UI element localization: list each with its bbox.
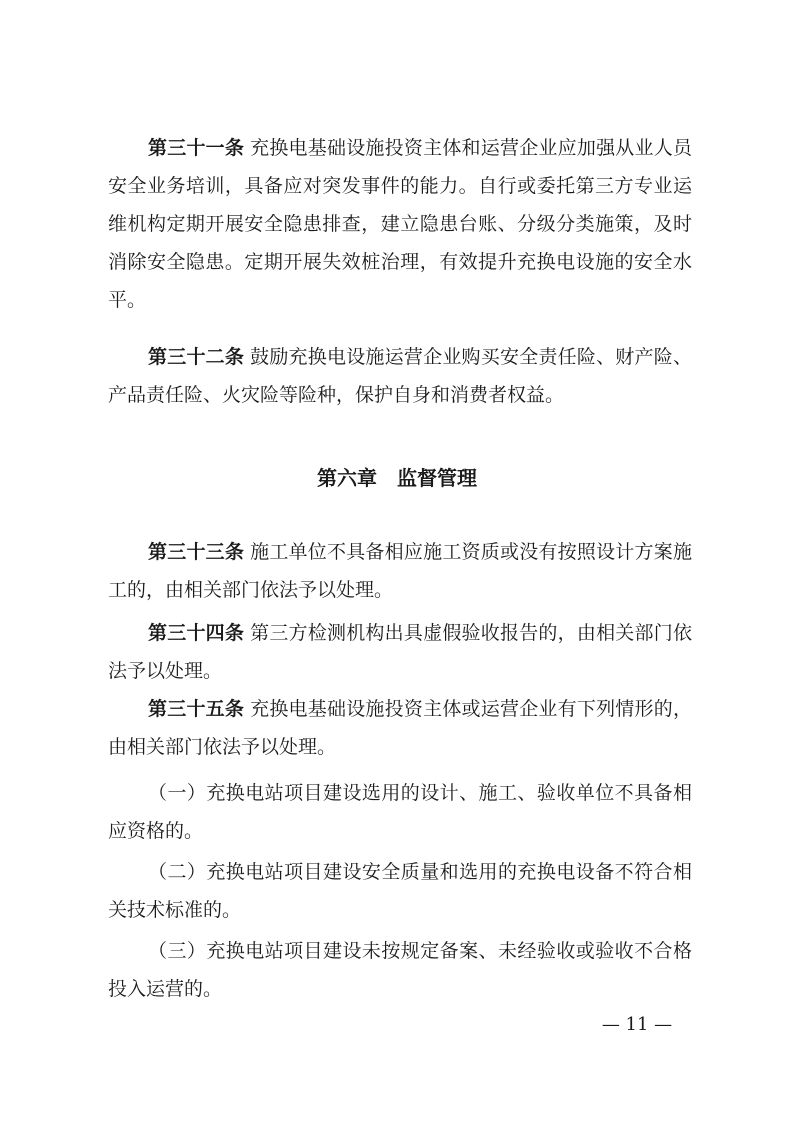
list-item-2: （二）充换电站项目建设安全质量和选用的充换电设备不符合相关技术标准的。 xyxy=(108,861,692,921)
chapter-title: 第六章 监督管理 xyxy=(317,466,477,490)
article-number: 第三十三条 xyxy=(148,541,245,563)
article-number: 第三十二条 xyxy=(148,346,245,368)
page-number: — 11 — xyxy=(601,1014,673,1035)
article-number: 第三十一条 xyxy=(148,137,245,159)
article-text: 充换电基础设施投资主体和运营企业应加强从业人员安全业务培训，具备应对突发事件的能力。自行或委托第三方专业运维机构定期开展安全隐患排查，建立隐患台账、分级分类施策，及时消除安全隐患。定期开展失效桩治理，有效提升充换电设施的安全水平。 xyxy=(108,137,692,311)
article-35 xyxy=(108,690,692,766)
article-32 xyxy=(108,338,692,414)
article-text: 鼓励充换电设施运营企业购买安全责任险、财产险、产品责任险、火灾险等险种，保护自身和消费者权益。 xyxy=(108,346,692,406)
article-33 xyxy=(108,533,692,609)
article-34 xyxy=(108,614,692,690)
article-text: 充换电基础设施投资主体或运营企业有下列情形的，由相关部门依法予以处理。 xyxy=(108,698,692,758)
list-item-3: （三）充换电站项目建设未按规定备案、未经验收或验收不合格投入运营的。 xyxy=(108,940,692,1000)
list-item-1: （一）充换电站项目建设选用的设计、施工、验收单位不具备相应资格的。 xyxy=(108,782,692,842)
article-number: 第三十四条 xyxy=(148,622,245,644)
article-number: 第三十五条 xyxy=(148,698,245,720)
article-text: 第三方检测机构出具虚假验收报告的，由相关部门依法予以处理。 xyxy=(108,622,692,682)
article-text: 施工单位不具备相应施工资质或没有按照设计方案施工的，由相关部门依法予以处理。 xyxy=(108,541,692,601)
article-31 xyxy=(108,129,692,319)
